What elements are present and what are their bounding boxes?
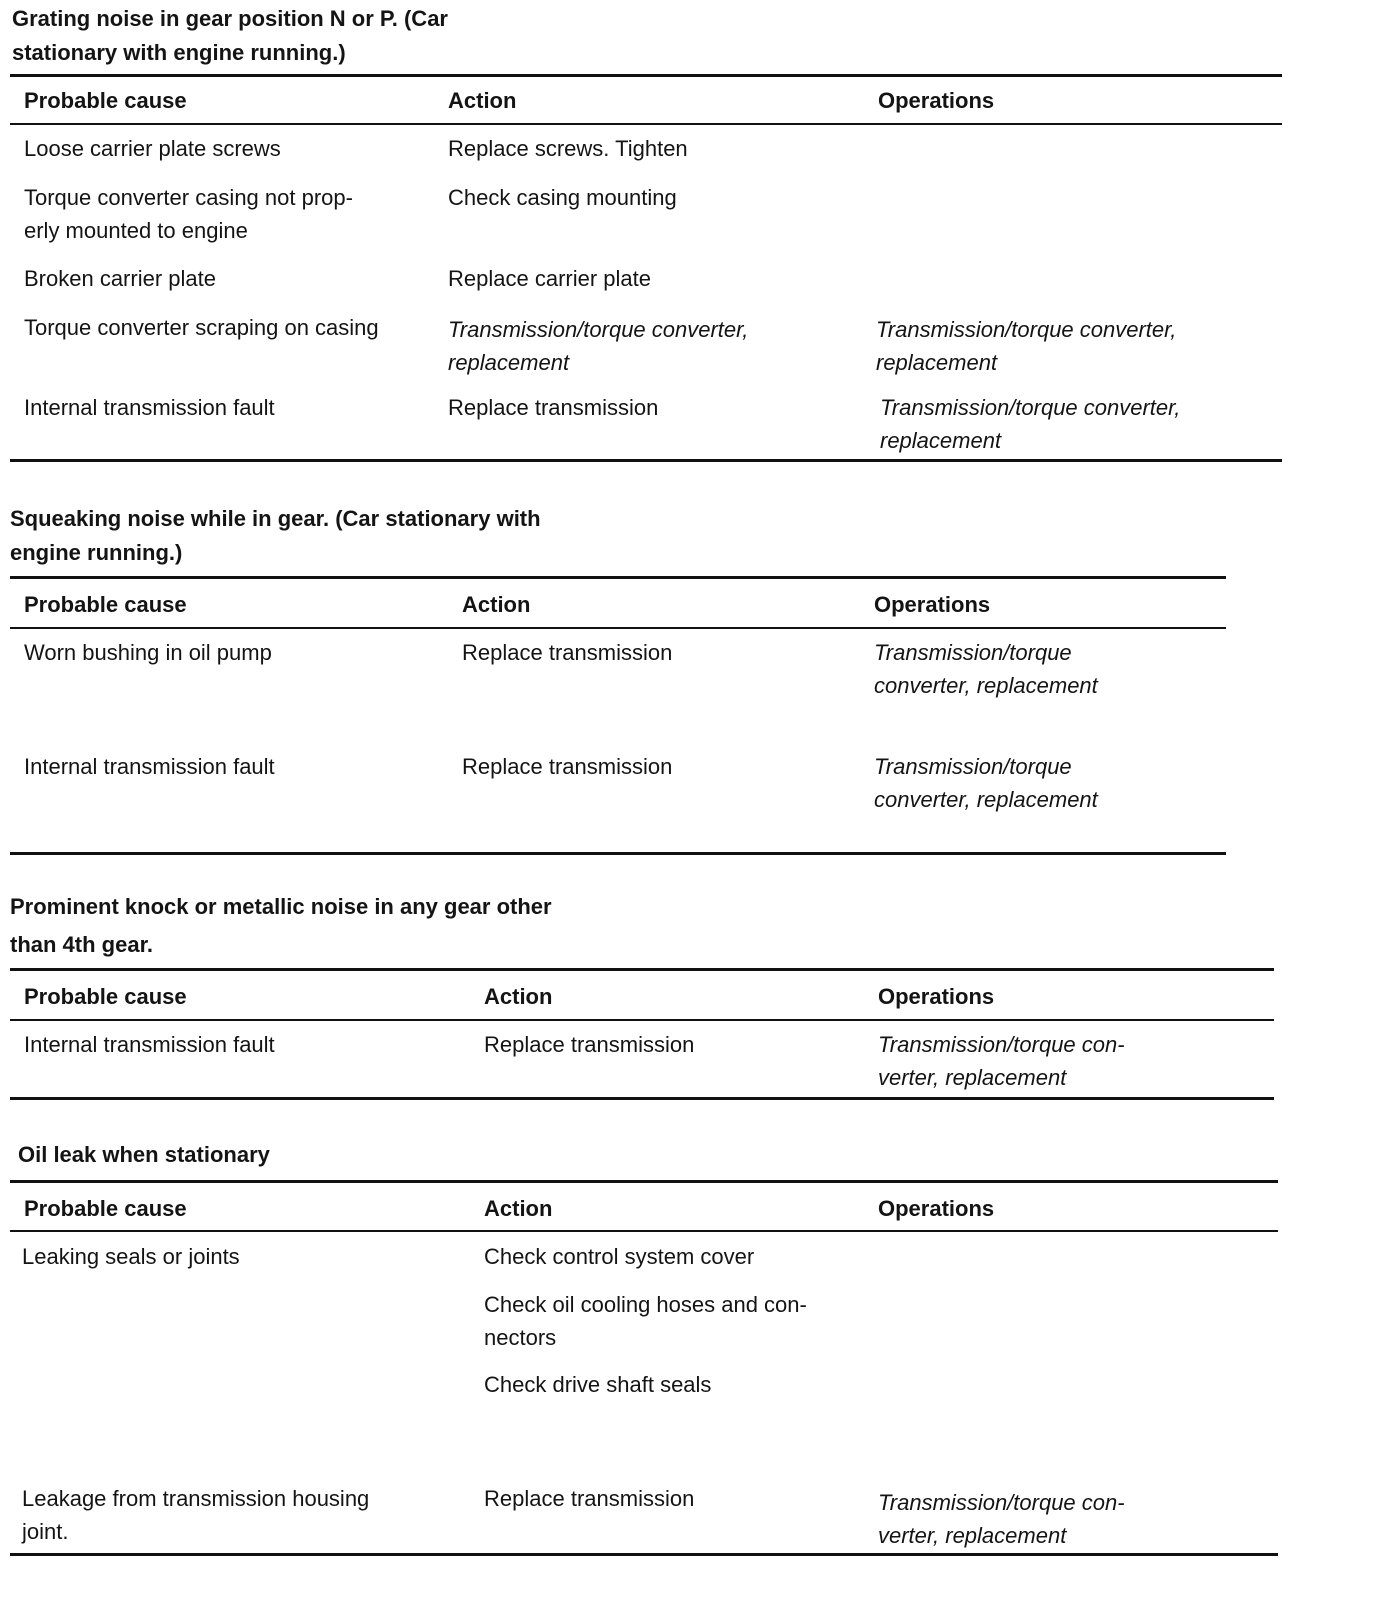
action-cell: Replace transmission xyxy=(484,1032,695,1057)
operations-cell: Transmission/torque converter, replacement xyxy=(874,754,1098,812)
cause-cell: Torque converter casing not prop- erly mounted to engine xyxy=(24,185,353,243)
action-cell: Check casing mounting xyxy=(448,185,677,210)
table-bottom-rule xyxy=(10,1097,1274,1100)
header-action: Action xyxy=(448,88,517,113)
operations-cell: Transmission/torque converter, replacement xyxy=(874,640,1098,698)
action-cell: Transmission/torque converter, replacement xyxy=(448,317,749,375)
action-cell: Check control system cover xyxy=(484,1244,755,1269)
cause-cell: Broken carrier plate xyxy=(24,266,216,291)
header-rule xyxy=(10,627,1226,629)
table-bottom-rule xyxy=(10,852,1226,855)
header-operations: Operations xyxy=(878,1196,995,1221)
header-rule xyxy=(10,123,1282,125)
table-top-rule xyxy=(10,968,1274,971)
section-title: Prominent knock or metallic noise in any gear other than 4th gear. xyxy=(10,894,552,957)
cause-cell: Internal transmission fault xyxy=(24,395,275,420)
action-cell: Replace transmission xyxy=(462,640,673,665)
header-operations: Operations xyxy=(878,88,995,113)
action-cell: Replace carrier plate xyxy=(448,266,651,291)
operations-cell: Transmission/torque con- verter, replacement xyxy=(878,1490,1125,1548)
operations-cell: Transmission/torque converter, replacement xyxy=(876,317,1177,375)
header-rule xyxy=(10,1230,1278,1232)
operations-cell: Transmission/torque con- verter, replacement xyxy=(878,1032,1125,1090)
header-action: Action xyxy=(484,1196,553,1221)
section-title: Grating noise in gear position N or P. (Car stationary with engine running.) xyxy=(12,6,448,65)
operations-cell: Transmission/torque converter, replacement xyxy=(880,395,1181,453)
action-cell: Replace screws. Tighten xyxy=(448,136,688,161)
header-operations: Operations xyxy=(874,592,991,617)
action-cell: Replace transmission xyxy=(462,754,673,779)
table-bottom-rule xyxy=(10,459,1282,462)
table-bottom-rule xyxy=(10,1553,1278,1556)
table-top-rule xyxy=(10,74,1282,77)
table-top-rule xyxy=(10,1180,1278,1183)
header-operations: Operations xyxy=(878,984,995,1009)
cause-cell: Loose carrier plate screws xyxy=(24,136,281,161)
cause-cell: Leakage from transmission housing joint. xyxy=(22,1486,370,1544)
action-cell: Check drive shaft seals xyxy=(484,1372,712,1397)
header-probable-cause: Probable cause xyxy=(24,984,187,1009)
action-cell: Replace transmission xyxy=(484,1486,695,1511)
cause-cell: Worn bushing in oil pump xyxy=(24,640,272,665)
header-action: Action xyxy=(484,984,553,1009)
action-cell: Replace transmission xyxy=(448,395,659,420)
cause-cell: Internal transmission fault xyxy=(24,1032,275,1057)
header-action: Action xyxy=(462,592,531,617)
header-probable-cause: Probable cause xyxy=(24,592,187,617)
header-probable-cause: Probable cause xyxy=(24,88,187,113)
header-rule xyxy=(10,1019,1274,1021)
section-title: Oil leak when stationary xyxy=(18,1142,270,1167)
action-cell: Check oil cooling hoses and con- nectors xyxy=(484,1292,807,1350)
section-title: Squeaking noise while in gear. (Car stationary with engine running.) xyxy=(10,506,541,565)
table-top-rule xyxy=(10,576,1226,579)
cause-cell: Internal transmission fault xyxy=(24,754,275,779)
header-probable-cause: Probable cause xyxy=(24,1196,187,1221)
cause-cell: Torque converter scraping on casing xyxy=(24,315,379,340)
cause-cell: Leaking seals or joints xyxy=(22,1244,240,1269)
